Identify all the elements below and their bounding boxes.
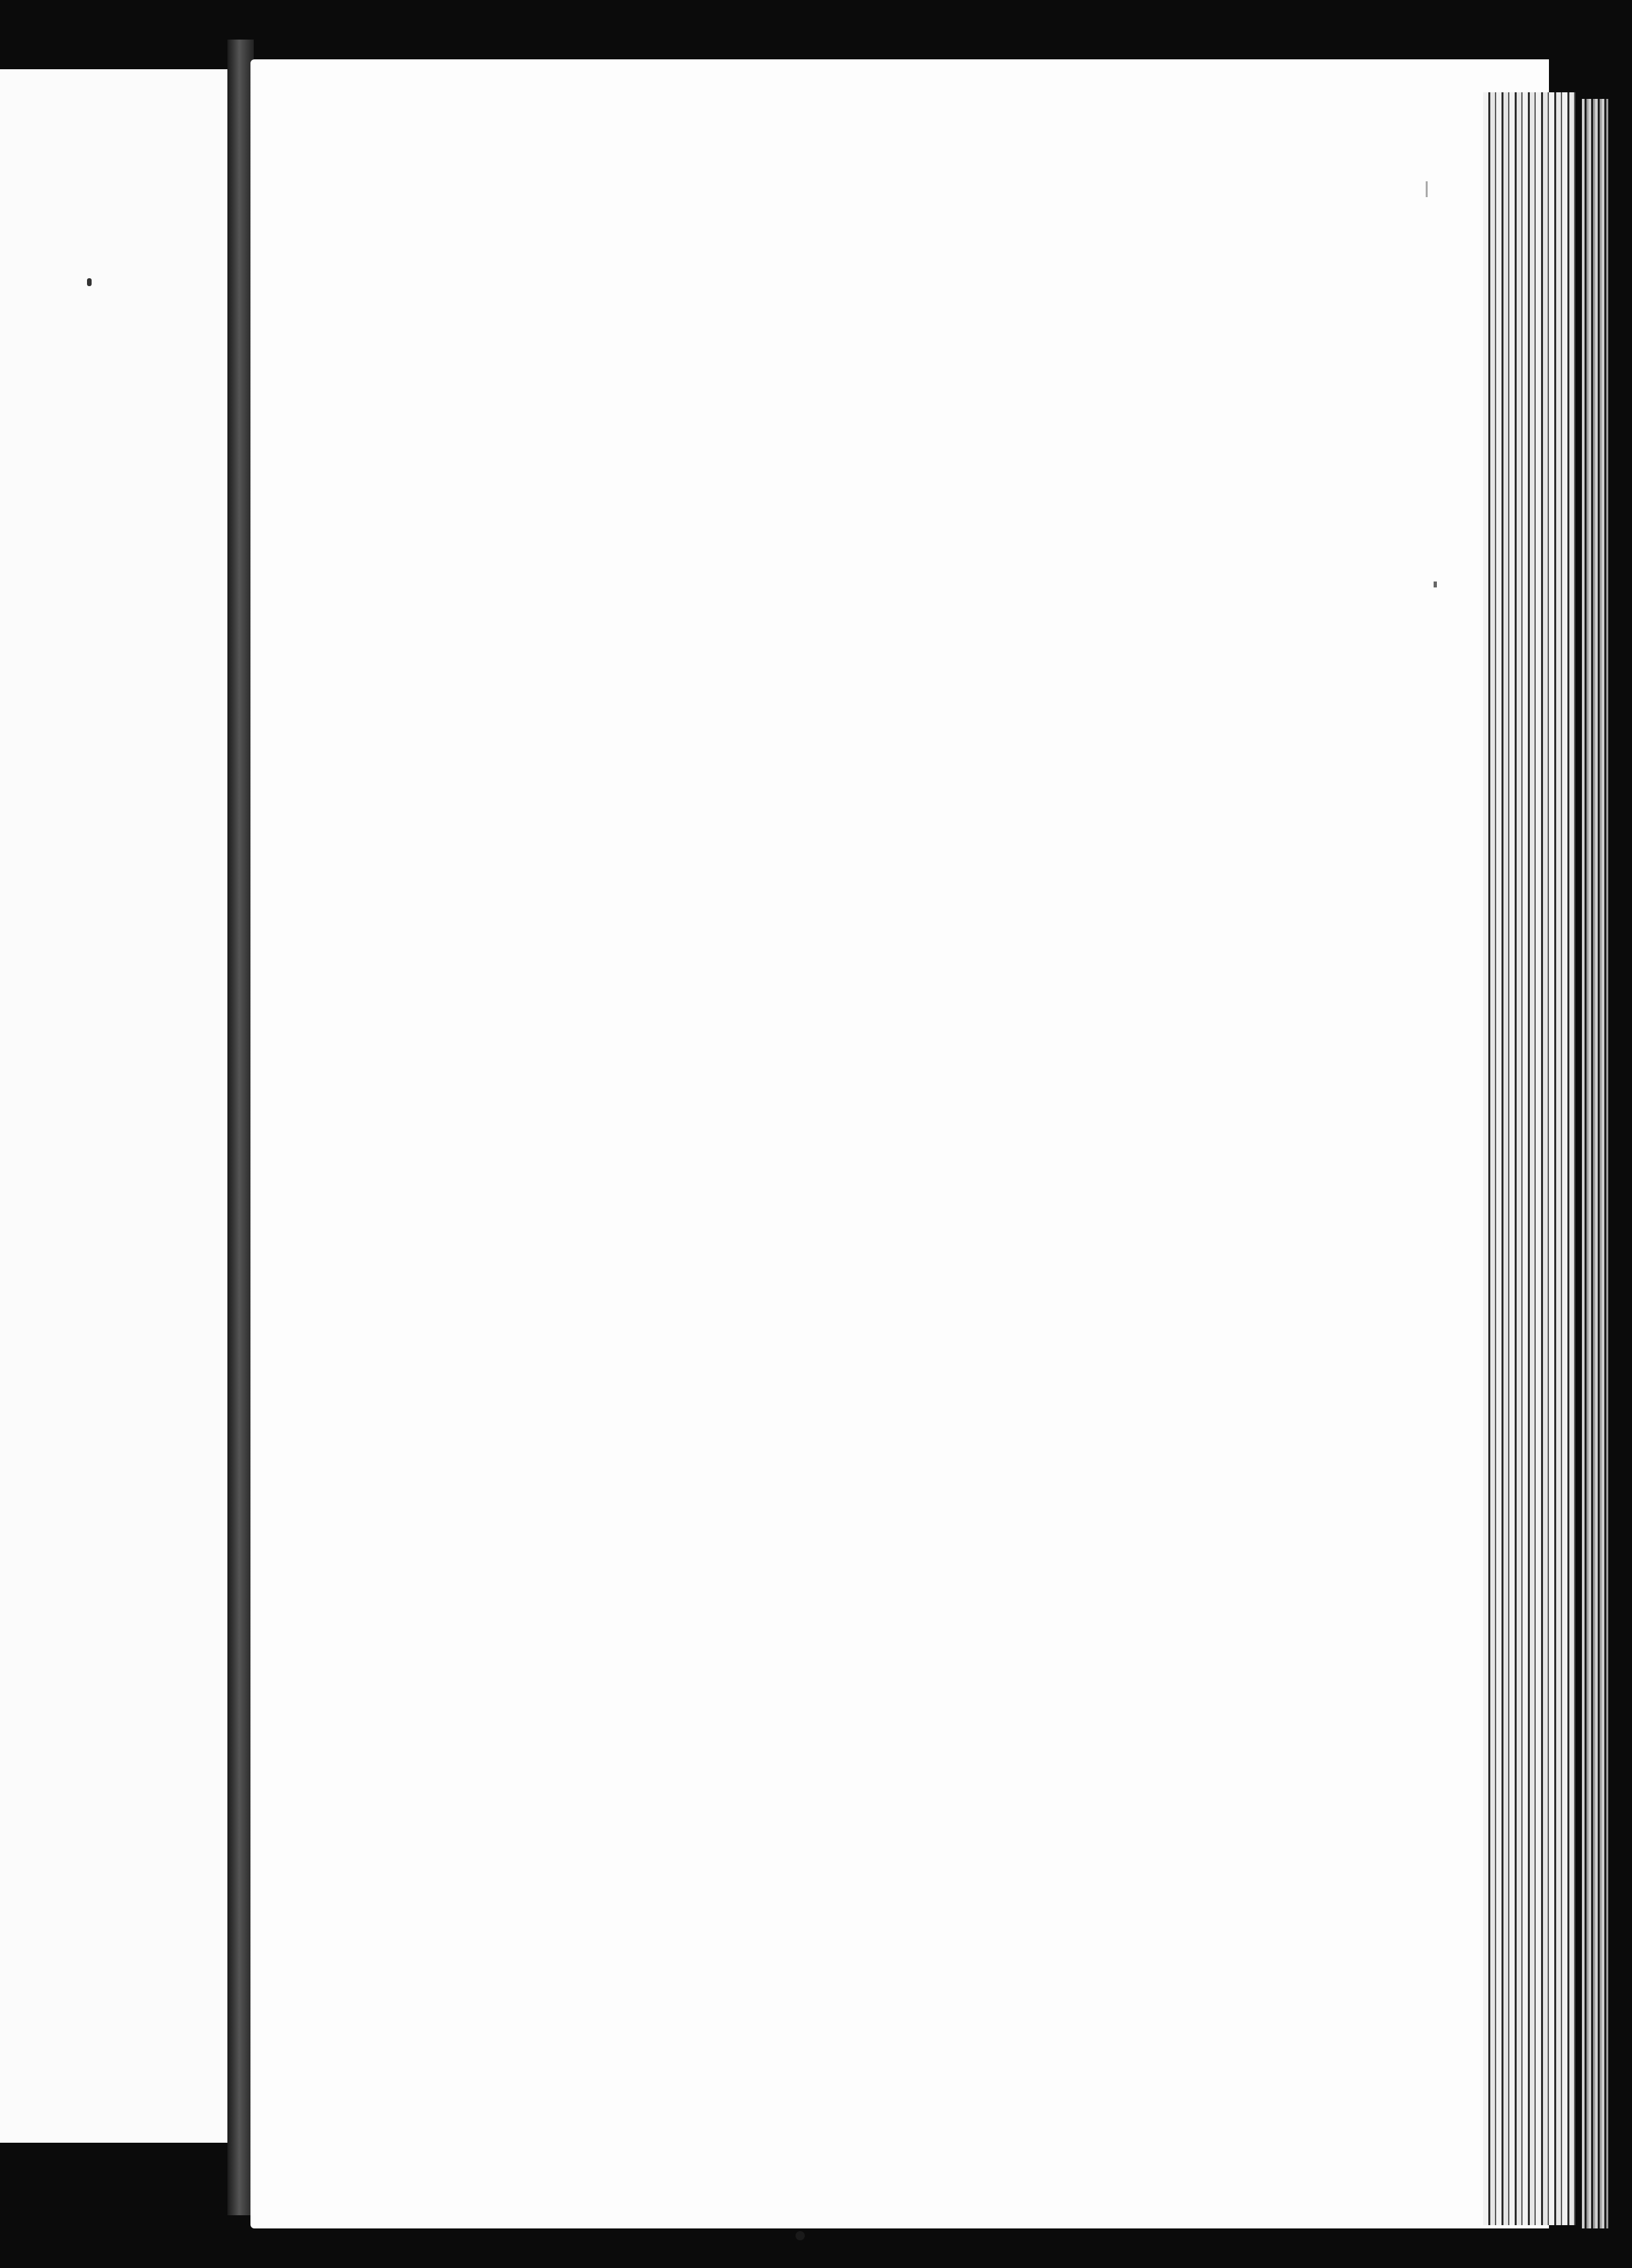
- ink-speck: [87, 278, 92, 286]
- page-block-edges: [1483, 92, 1575, 2225]
- ink-speck: [1426, 181, 1428, 197]
- ink-speck: [1434, 582, 1437, 587]
- ink-speck: [796, 2231, 805, 2240]
- book-page: [250, 59, 1549, 2228]
- book-gutter: [227, 40, 254, 2215]
- cover-edge: [1582, 99, 1608, 2228]
- previous-page-fragment: [0, 69, 231, 2143]
